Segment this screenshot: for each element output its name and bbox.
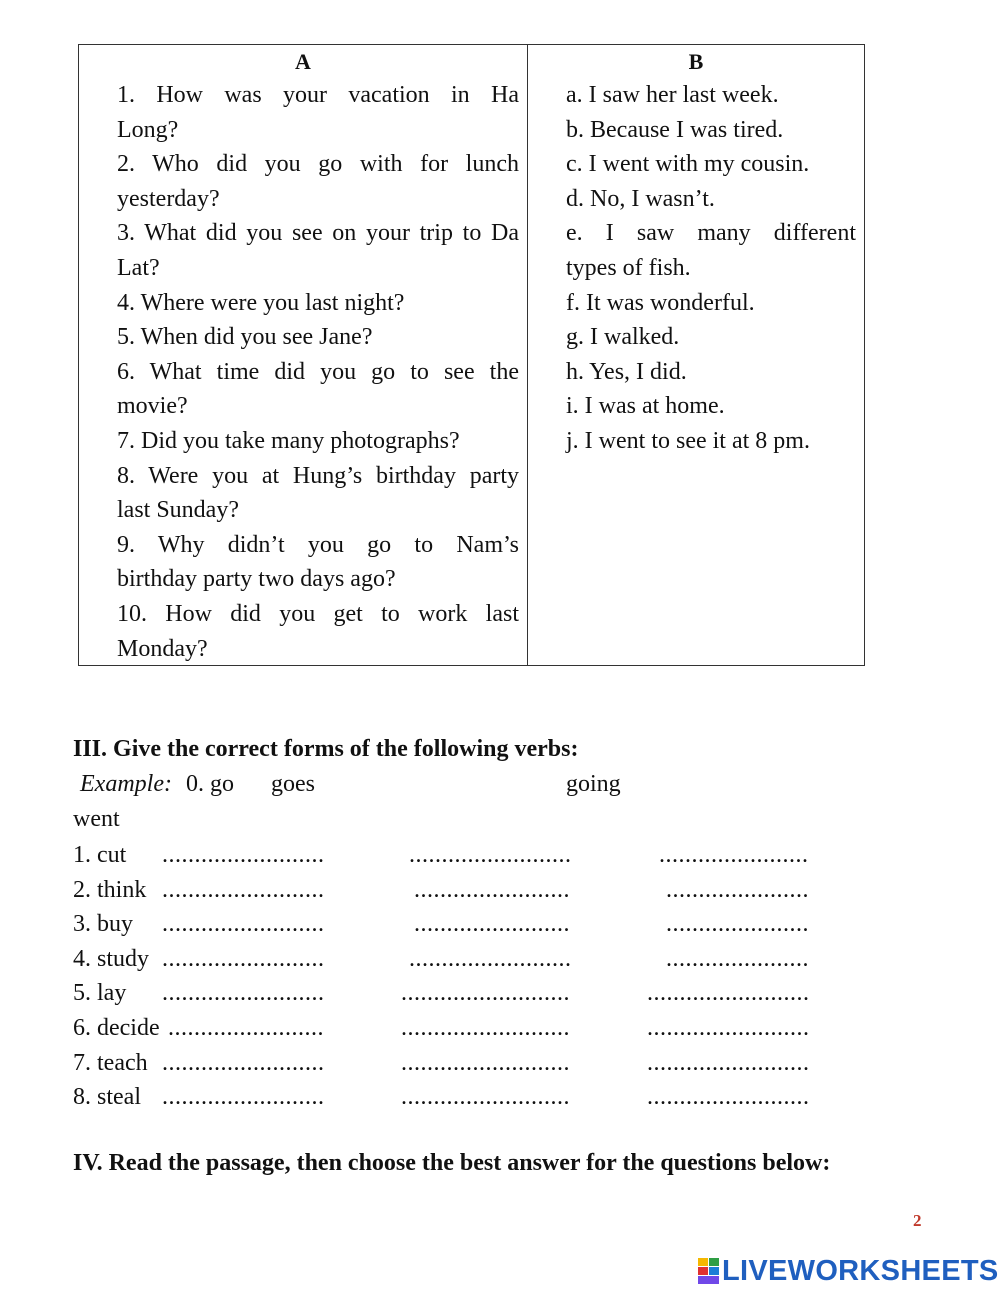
question-line: 4. Where were you last night?: [117, 289, 405, 316]
answer-blank-d1[interactable]: .........................: [162, 945, 325, 972]
verb-label: 5. lay: [73, 980, 127, 1007]
answer-blank-d3[interactable]: ......................: [666, 945, 809, 972]
answer-blank-d3[interactable]: ......................: [666, 911, 809, 938]
answer-blank-d2[interactable]: ........................: [414, 876, 570, 903]
liveworksheets-logo-icon: [698, 1258, 720, 1284]
answer-line: h. Yes, I did.: [566, 358, 687, 385]
column-divider: [527, 45, 528, 665]
question-line: Lat?: [117, 255, 160, 281]
column-b-header: B: [688, 49, 704, 74]
answer-blank-d3[interactable]: .........................: [647, 1015, 810, 1041]
answer-blank-d1[interactable]: .........................: [162, 980, 325, 1007]
question-line: 8. Were you at Hung’s birthday party: [117, 462, 519, 489]
example-s-form: goes: [271, 771, 315, 797]
verb-label: 6. decide: [73, 1015, 160, 1041]
answer-blank-d2[interactable]: ..........................: [401, 980, 570, 1007]
question-line: movie?: [117, 393, 188, 420]
column-a-header: A: [295, 49, 311, 74]
answer-blank-d1[interactable]: .........................: [162, 876, 325, 903]
section-4-heading: IV. Read the passage, then choose the best answer for the questions below:: [73, 1150, 831, 1176]
question-line: Long?: [117, 116, 179, 143]
verb-row: [73, 875, 833, 905]
answer-blank-d2[interactable]: .........................: [409, 842, 572, 868]
question-line: 9. Why didn’t you go to Nam’s: [117, 531, 519, 558]
verb-row: [73, 944, 833, 974]
section-3-heading: III. Give the correct forms of the following verbs:: [73, 736, 579, 762]
verb-label: 3. buy: [73, 911, 133, 938]
answer-line: a. I saw her last week.: [566, 82, 779, 108]
question-line: yesterday?: [117, 185, 220, 212]
verb-label: 7. teach: [73, 1049, 148, 1076]
question-line: 7. Did you take many photographs?: [117, 428, 460, 454]
verb-label: 1. cut: [73, 842, 127, 868]
example-past-form: went: [73, 806, 120, 832]
answer-blank-d2[interactable]: ..........................: [401, 1049, 570, 1076]
answer-blank-d3[interactable]: .........................: [647, 1084, 810, 1111]
answer-line: j. I went to see it at 8 pm.: [566, 428, 810, 454]
answer-line: i. I was at home.: [566, 393, 725, 420]
answer-blank-d1[interactable]: .........................: [162, 911, 325, 938]
answer-blank-d2[interactable]: ........................: [414, 911, 570, 938]
verb-label: 8. steal: [73, 1084, 141, 1111]
answer-blank-d2[interactable]: ..........................: [401, 1015, 570, 1041]
answer-blank-d2[interactable]: .........................: [409, 945, 572, 972]
question-line: 3. What did you see on your trip to Da: [117, 220, 519, 247]
answer-line: c. I went with my cousin.: [566, 151, 810, 178]
example-label: Example:: [80, 771, 172, 797]
verb-row: [73, 909, 833, 939]
answer-blank-d3[interactable]: .......................: [659, 842, 809, 868]
question-line: 2. Who did you go with for lunch: [117, 151, 519, 178]
verb-row: [73, 978, 833, 1008]
question-line: last Sunday?: [117, 497, 239, 524]
verb-row: [73, 1048, 833, 1078]
answer-blank-d1[interactable]: ........................: [168, 1015, 324, 1041]
verb-row: [73, 1082, 833, 1112]
question-line: 5. When did you see Jane?: [117, 324, 373, 351]
brand-name: LIVEWORKSHEETS: [722, 1255, 999, 1287]
page-number: 2: [913, 1211, 922, 1230]
matching-table: [78, 44, 865, 666]
verb-row: [73, 840, 833, 870]
answer-blank-d2[interactable]: ..........................: [401, 1084, 570, 1111]
answer-line: types of fish.: [566, 255, 691, 281]
verb-row: [73, 1013, 833, 1043]
question-line: birthday party two days ago?: [117, 566, 396, 593]
question-line: 10. How did you get to work last: [117, 601, 519, 627]
question-line: Monday?: [117, 635, 208, 662]
answer-blank-d3[interactable]: .........................: [647, 1049, 810, 1076]
verb-label: 4. study: [73, 945, 150, 972]
answer-line: f. It was wonderful.: [566, 289, 755, 316]
answer-line: e. I saw many different: [566, 220, 856, 247]
answer-blank-d3[interactable]: .........................: [647, 980, 810, 1007]
answer-blank-d3[interactable]: ......................: [666, 876, 809, 903]
answer-line: d. No, I wasn’t.: [566, 185, 715, 212]
answer-line: g. I walked.: [566, 324, 680, 351]
question-line: 6. What time did you go to see the: [117, 358, 519, 385]
answer-blank-d1[interactable]: .........................: [162, 1049, 325, 1076]
question-line: 1. How was your vacation in Ha: [117, 82, 519, 108]
verb-label: 2. think: [73, 876, 147, 903]
answer-line: b. Because I was tired.: [566, 116, 784, 143]
example-base-verb: 0. go: [186, 771, 234, 797]
example-ing-form: going: [566, 771, 621, 797]
answer-blank-d1[interactable]: .........................: [162, 842, 325, 868]
answer-blank-d1[interactable]: .........................: [162, 1084, 325, 1111]
